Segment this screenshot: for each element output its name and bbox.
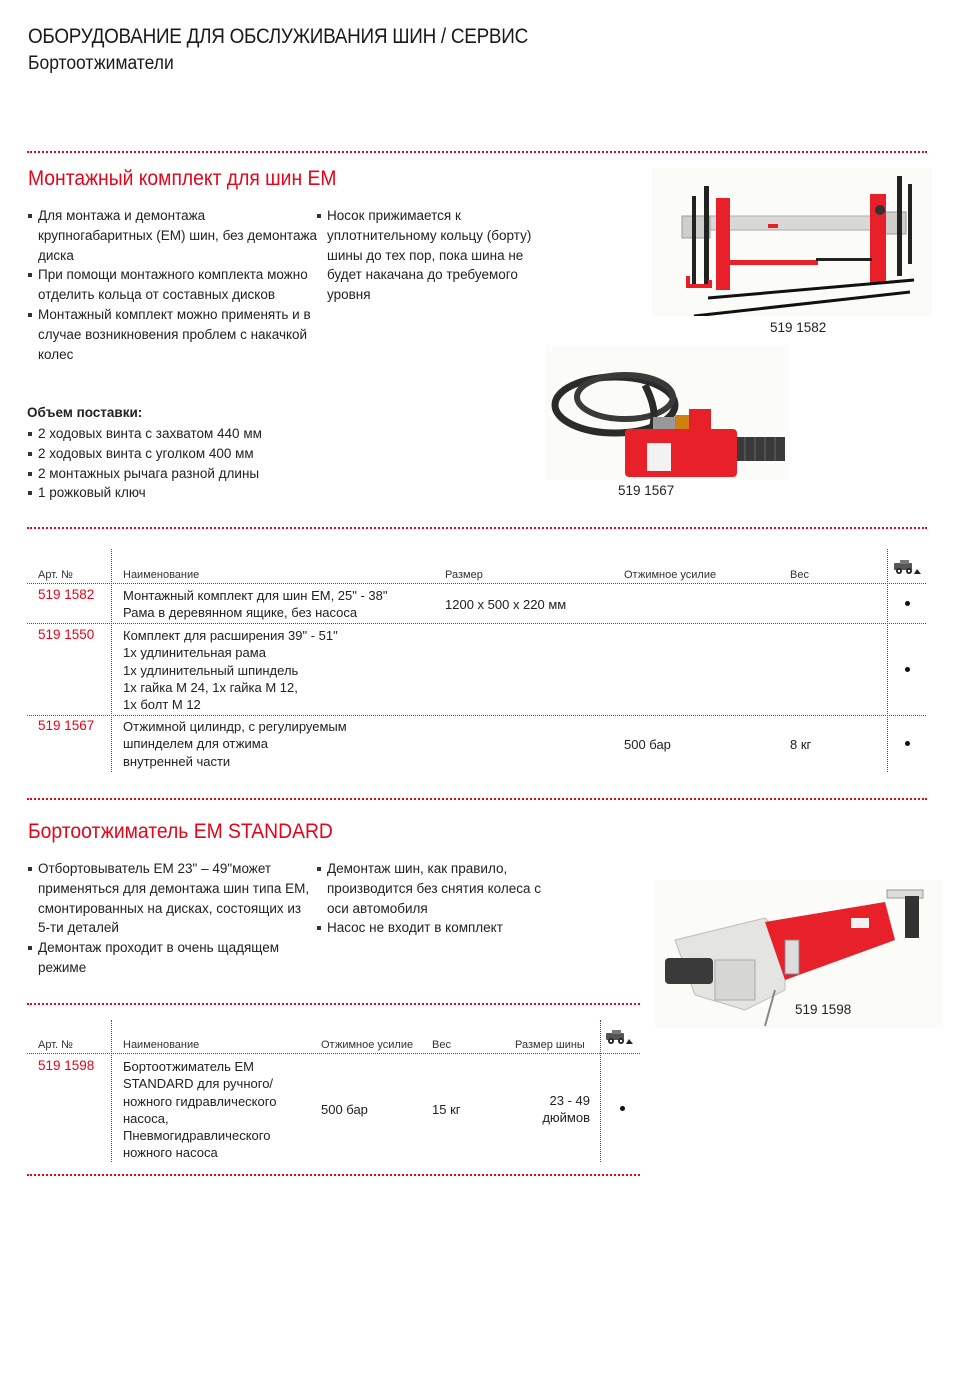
product-name: Монтажный комплект для шин EM, 25" - 38" Рама в деревянном ящике, без насоса — [123, 588, 388, 621]
force-value: 500 бар — [624, 737, 671, 752]
header-rule — [27, 583, 926, 584]
feature-list-left — [27, 206, 317, 364]
page-title: ОБОРУДОВАНИЕ ДЛЯ ОБСЛУЖИВАНИЯ ШИН / СЕРВИС — [28, 25, 528, 48]
col-header-name: Наименование — [123, 569, 200, 581]
product-name: Отжимной цилиндр, с регулируемым шпинделем для отжима внутренней части — [123, 719, 347, 769]
section-title-bead-breaker: Бортоотжиматель EM STANDARD — [28, 820, 333, 843]
col-header-size: Размер — [445, 569, 483, 581]
header-rule — [27, 1053, 640, 1054]
article-number: 519 1567 — [38, 718, 95, 733]
feature-item: Отбортовыватель EM 23" – 49"может применяться для демонтажа шин типа EM, смонтированных на дисках, состоящих из 5-ти деталей — [27, 859, 312, 938]
tire-mounting-frame-image — [652, 168, 932, 316]
truck-icon — [604, 1028, 636, 1046]
section-divider — [27, 527, 927, 529]
col-header-art: Арт. № — [38, 1039, 73, 1051]
size-value: 1200 x 500 x 220 мм — [445, 597, 567, 612]
col-header-art: Арт. № — [38, 569, 73, 581]
feature-list-right — [316, 206, 541, 305]
image-caption: 519 1582 — [770, 320, 827, 335]
product-name: Комплект для расширения 39" - 51" 1x удлинительная рама 1x удлинительный шпиндель 1x гайка M 24, 1x гайка M 12, 1x болт M 12 — [123, 628, 338, 713]
image-caption: 519 1567 — [618, 483, 675, 498]
force-value: 500 бар — [321, 1102, 368, 1117]
row-rule — [27, 623, 926, 624]
section-title-mounting-kit: Монтажный комплект для шин EM — [28, 167, 337, 190]
supply-item: 2 монтажных рычага разной длины — [27, 464, 327, 484]
supply-item: 2 ходовых винта с захватом 440 мм — [27, 424, 327, 444]
feature-list-right — [316, 859, 561, 938]
truck-icon — [892, 558, 924, 576]
supply-list — [27, 424, 327, 503]
section-divider — [27, 798, 927, 800]
col-header-force: Отжимное усилие — [624, 569, 717, 581]
tire-size-value: 23 - 49 дюймов — [542, 1093, 590, 1126]
feature-item: Монтажный комплект можно применять и в случае возникновения проблем с накачкой колес — [27, 305, 317, 364]
col-header-name: Наименование — [123, 1039, 200, 1051]
col-header-force: Отжимное усилие — [321, 1039, 414, 1051]
feature-item: Демонтаж проходит в очень щадящем режиме — [27, 938, 312, 978]
article-number: 519 1550 — [38, 627, 95, 642]
article-number: 519 1582 — [38, 587, 95, 602]
feature-list-left — [27, 859, 312, 978]
availability-dot — [905, 601, 910, 606]
column-divider — [111, 1020, 112, 1162]
page-subtitle: Бортоотжиматели — [28, 53, 174, 74]
supply-title: Объем поставки: — [27, 405, 143, 420]
feature-item: Для монтажа и демонтажа крупногабаритных (EM) шин, без демонтажа диска — [27, 206, 317, 265]
feature-item: Носок прижимается к уплотнительному кольцу (борту) шины до тех пор, пока шина не будет накачана до требуемого уровня — [316, 206, 541, 305]
availability-dot — [905, 741, 910, 746]
section-divider — [27, 1174, 640, 1176]
availability-dot — [620, 1106, 625, 1111]
col-header-weight: Вес — [432, 1039, 451, 1051]
col-header-weight: Вес — [790, 569, 809, 581]
section-divider — [27, 151, 927, 153]
weight-value: 8 кг — [790, 737, 812, 752]
weight-value: 15 кг — [432, 1102, 461, 1117]
feature-item: Демонтаж шин, как правило, производится без снятия колеса с оси автомобиля — [316, 859, 561, 918]
image-caption: 519 1598 — [795, 1002, 852, 1017]
row-rule — [27, 715, 926, 716]
article-number: 519 1598 — [38, 1058, 95, 1073]
hydraulic-cylinder-image — [545, 345, 790, 480]
supply-item: 1 рожковый ключ — [27, 483, 327, 503]
col-header-tire-size: Размер шины — [515, 1039, 585, 1051]
availability-dot — [905, 667, 910, 672]
feature-item: Насос не входит в комплект — [316, 918, 561, 938]
section-divider — [27, 1003, 640, 1005]
feature-item: При помощи монтажного комплекта можно отделить кольца от составных дисков — [27, 265, 317, 305]
product-name: Бортоотжиматель EM STANDARD для ручного/ ножного гидравлического насоса, Пневмогидравлического ножного насоса — [123, 1059, 277, 1161]
column-divider — [600, 1020, 601, 1162]
supply-item: 2 ходовых винта с уголком 400 мм — [27, 444, 327, 464]
